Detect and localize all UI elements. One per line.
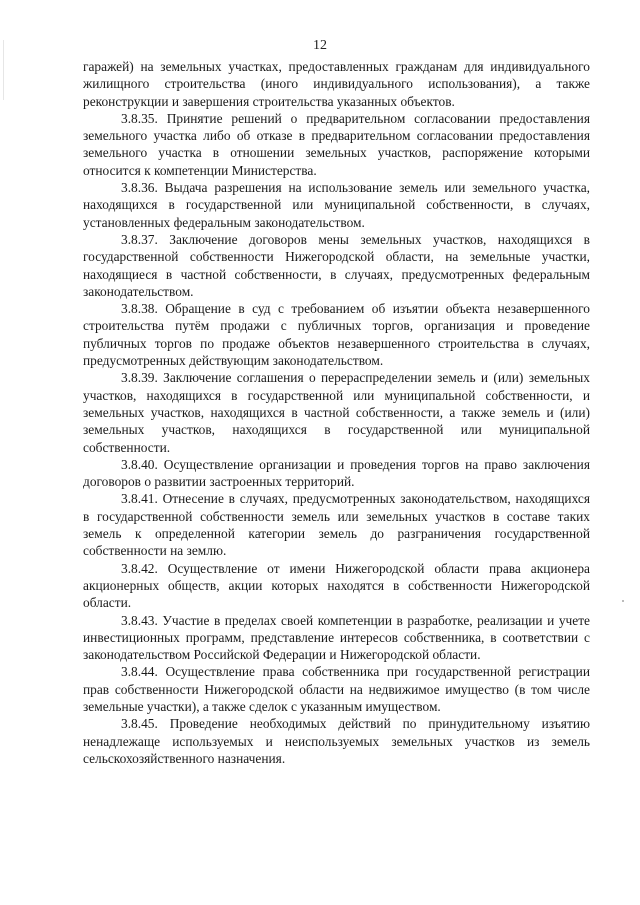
scan-edge-line <box>3 40 4 100</box>
paragraph-3-8-38: 3.8.38. Обращение в суд с требованием об изъятии объекта незавершенного строительства путём продажи с публичных торгов, организация и проведение публичных торгов по продаже объектов незавершенного строительства в случаях, предусмотренных действующим законодательством. <box>83 301 590 369</box>
paragraph-3-8-45: 3.8.45. Проведение необходимых действий по принудительному изъятию ненадлежаще используемых и неиспользуемых земельных участков из земель сельскохозяйственного назначения. <box>83 716 590 766</box>
paragraph-3-8-40: 3.8.40. Осуществление организации и проведения торгов на право заключения договоров о развитии застроенных территорий. <box>83 456 590 490</box>
paragraph-3-8-37: 3.8.37. Заключение договоров мены земельных участков, находящихся в государственной собственности Нижегородской области, на земельные участки, находящиеся в частной собственности, в случаях, предусмотренных федеральным законодательством. <box>83 231 590 299</box>
scan-dot <box>622 600 624 602</box>
paragraph-3-8-44: 3.8.44. Осуществление права собственника при государственной регистрации прав собственности Нижегородской области на недвижимое имущество (в том числе земельные участки), а также сделок с указанным имуществом. <box>83 664 590 714</box>
paragraph-continuation: гаражей) на земельных участках, предоставленных гражданам для индивидуального жилищного строительства (иного индивидуального использования), а также реконструкции и завершения строительства указанных объектов. <box>83 59 590 109</box>
paragraph-3-8-42: 3.8.42. Осуществление от имени Нижегородской области права акционера акционерных обществ, акции которых находятся в собственности Нижегородской области. <box>83 560 590 611</box>
page-number: 12 <box>313 38 327 53</box>
paragraph-3-8-35: 3.8.35. Принятие решений о предварительном согласовании предоставления земельного участка либо об отказе в предварительном согласовании предоставления земельного участка в отношении земельных участков, распоряжение которыми относится к компетенции Министерства. <box>83 110 590 178</box>
paragraph-3-8-43: 3.8.43. Участие в пределах своей компетенции в разработке, реализации и учете инвестиционных программ, представление интересов собственника, в соответствии с законодательством Российской Федерации и Нижегородской области. <box>83 612 590 663</box>
document-body <box>83 58 590 767</box>
paragraph-3-8-36: 3.8.36. Выдача разрешения на использование земель или земельного участка, находящихся в государственной или муниципальной собственности, в случаях, установленных федеральным законодательством. <box>83 180 590 230</box>
paragraph-3-8-41: 3.8.41. Отнесение в случаях, предусмотренных законодательством, находящихся в государственной собственности земель или земельных участков в составе таких земель к определенной категории земель до разграничения государственной собственности на землю. <box>83 491 590 559</box>
paragraph-3-8-39: 3.8.39. Заключение соглашения о перераспределении земель и (или) земельных участков, находящихся в государственной или муниципальной собственности, и земельных участков, находящихся в частной собственности, а также земель и (или) земельных участков, находящихся в государственной или муниципальной собственности. <box>83 370 590 455</box>
